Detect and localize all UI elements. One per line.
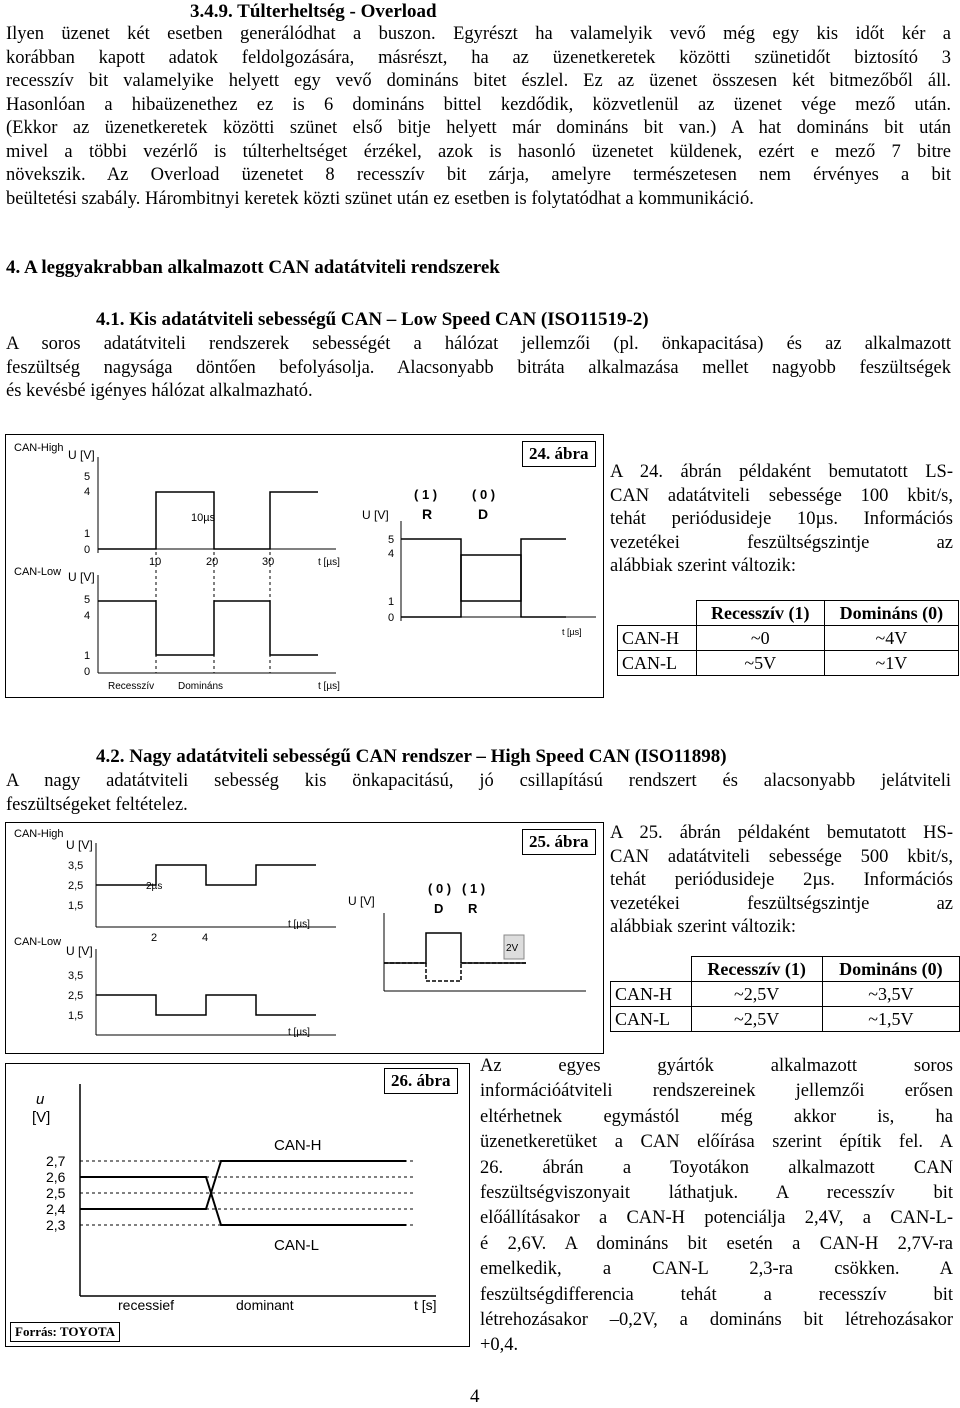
can-high-waveform-right: [401, 555, 566, 617]
section-heading-high-speed: 4.2. Nagy adatátviteli sebességű CAN rendszer – High Speed CAN (ISO11898): [96, 746, 727, 767]
can-high-label: CAN-High: [14, 442, 64, 454]
table-row: [611, 982, 960, 1007]
header-recessive: Recesszív (1): [691, 957, 822, 982]
text-line: A nagy adatátviteli sebesség kis önkapacitású, jó csillapítású rendszert és alacsonyabb jelátviteli: [6, 771, 951, 791]
table-cell: CAN-L: [611, 1007, 692, 1032]
figure-26: [5, 1063, 470, 1347]
can-l-label: CAN-L: [274, 1237, 320, 1254]
t-axis-label: t [µs]: [318, 557, 340, 568]
header-recessive: Recesszív (1): [696, 601, 824, 626]
text-line: tehát periódusideje 10µs. Információs: [610, 509, 953, 529]
recessive-label: Recesszív: [108, 681, 155, 692]
t-axis-label: t [s]: [414, 1297, 437, 1313]
text-line: Az egyes gyártók alkalmazott soros: [480, 1056, 953, 1076]
section-heading-overload: 3.4.9. Túlterheltség - Overload: [190, 1, 437, 22]
tick-label: 4: [202, 932, 209, 944]
tick-label: 2,4: [46, 1201, 66, 1217]
tick-label: 4: [84, 486, 91, 498]
period-label: 2µs: [146, 881, 163, 892]
text-line: alábbiak szerint változik:: [610, 556, 796, 576]
table-row: [618, 651, 959, 676]
tick-label: 1: [84, 528, 91, 540]
bit0-label: ( 0 ): [428, 881, 452, 896]
d-label: D: [478, 506, 489, 522]
section-heading-can-systems: 4. A leggyakrabban alkalmazott CAN adatátviteli rendszerek: [6, 257, 500, 278]
table-row: [611, 1007, 960, 1032]
can-low-waveform: [96, 995, 316, 1015]
table-cell: ~4V: [824, 626, 958, 651]
tick-label: 1,5: [68, 900, 84, 912]
tick-label: 5: [84, 471, 91, 483]
tick-label: 2,7: [46, 1153, 66, 1169]
recessive-label: recessief: [118, 1297, 175, 1313]
text-line: és kevésbé igényes hálózat alkalmazható.: [6, 381, 313, 401]
text-line: korábban kapott adatok feldolgozására, másrészt, ha az üzenetkeretek közötti szünetidőt biztosító 3: [6, 47, 951, 68]
r-label: R: [422, 506, 433, 522]
text-line: A soros adatátviteli rendszerek sebességét a hálózat jellemzői (pl. önkapacitása) és az alkalmazott: [6, 334, 951, 354]
can-high-waveform: [96, 865, 316, 885]
text-line: létrehozásakor –0,2V, a domináns bit létrehozásakor: [480, 1310, 953, 1331]
unit-label: [V]: [32, 1109, 51, 1126]
table-cell: ~1V: [824, 651, 958, 676]
table-cell: CAN-L: [618, 651, 697, 676]
diff-label: 2V: [506, 943, 519, 954]
can-low-label: CAN-Low: [14, 566, 62, 578]
tick-label: 1: [84, 650, 91, 662]
header-cell: [611, 957, 692, 982]
d-label: D: [434, 901, 444, 916]
u-axis-label: U [V]: [66, 944, 93, 958]
text-line: emelkedik, a CAN-L 2,3-ra csökken. A: [480, 1259, 953, 1280]
u-axis-label: U [V]: [348, 894, 375, 908]
can-low-waveform-right: [401, 539, 566, 601]
table-row: [618, 626, 959, 651]
text-line: (Ekkor az üzenetkeretek közötti szünet első bitje helyett már domináns bit van.) A hat domináns bit után: [6, 118, 951, 138]
section-heading-low-speed: 4.1. Kis adatátviteli sebességű CAN – Low Speed CAN (ISO11519-2): [96, 309, 649, 330]
text-line: 26. ábrán a Toyotákon alkalmazott CAN: [480, 1157, 953, 1178]
text-line: mivel a többi vezérlő is túlterheltséget érzékel, azok is hasonló üzenetet küldenek, ezért e mező 7 bitre: [6, 141, 951, 162]
can-h-label: CAN-H: [274, 1137, 322, 1154]
hs-can-diagram: [6, 823, 603, 1053]
tick-label: 5: [388, 534, 395, 546]
header-dominant: Domináns (0): [822, 957, 959, 982]
tick-label: 2,5: [68, 880, 84, 892]
figure-26-label: 26. ábra: [384, 1068, 458, 1094]
text-line: CAN adatátviteli sebessége 500 kbit/s,: [610, 846, 953, 867]
text-line: vezetékei feszültségszintje az: [610, 532, 953, 553]
r-label: R: [468, 901, 478, 916]
text-line: növekszik. Az Overload üzenetet 8 recesszív bit zárja, amelyre természetesen nem érvényes a bit: [6, 165, 951, 185]
figure-25-label: 25. ábra: [522, 829, 596, 855]
text-line: alábbiak szerint változik:: [610, 917, 796, 937]
text-line: A 25. ábrán példaként bemutatott HS-: [610, 823, 953, 843]
bit1-label: ( 1 ): [462, 881, 486, 896]
text-line: feszültség nagysága döntően befolyásolja. Alacsonyabb bitráta alkalmazása mellet nagyobb feszültségek: [6, 357, 951, 378]
ls-can-voltage-table: [617, 600, 959, 676]
table-cell: ~1,5V: [822, 1007, 959, 1032]
table-cell: ~2,5V: [691, 1007, 822, 1032]
tick-label: 2,3: [46, 1217, 66, 1233]
dominant-label: dominant: [236, 1297, 294, 1313]
can-low-waveform-right: [384, 963, 526, 981]
table-cell: CAN-H: [611, 982, 692, 1007]
text-line: Ilyen üzenet két esetben generálódhat a buszon. Egyrészt ha valamelyik vevő még egy kis időt kér a: [6, 24, 951, 44]
figure-24-caption: [610, 461, 953, 579]
text-line: információátviteli rendszereinek jellemzői erősen: [480, 1081, 953, 1102]
text-line: feszültségeket feltételez.: [6, 794, 188, 815]
table-cell: ~0: [696, 626, 824, 651]
tick-label: 2,6: [46, 1169, 66, 1185]
tick-label: 10: [149, 556, 162, 568]
tick-label: 2: [151, 932, 158, 944]
tick-label: 2,5: [68, 990, 84, 1002]
figure-26-caption: [480, 1054, 953, 1359]
text-line: vezetékei feszültségszintje az: [610, 893, 953, 914]
tick-label: 5: [84, 594, 91, 606]
header-dominant: Domináns (0): [824, 601, 958, 626]
text-line: é 2,6V. A domináns bit esetén a CAN-H 2,7V-ra: [480, 1233, 953, 1254]
table-cell: ~3,5V: [822, 982, 959, 1007]
toyota-can-diagram: [6, 1064, 469, 1346]
t-axis-label: t [µs]: [288, 1027, 310, 1038]
bit1-label: ( 1 ): [414, 487, 438, 502]
table-cell: ~5V: [696, 651, 824, 676]
text-line: feszültségdifferencia tehát a recesszív bit: [480, 1284, 953, 1305]
table-header-row: [611, 957, 960, 982]
tick-label: 30: [262, 556, 275, 568]
table-header-row: [618, 601, 959, 626]
hs-can-voltage-table: [610, 956, 960, 1032]
source-label: Forrás: TOYOTA: [10, 1322, 120, 1342]
text-line: A 24. ábrán példaként bemutatott LS-: [610, 462, 953, 482]
text-line: feszültségviszonyait láthatjuk. A recesszív bit: [480, 1183, 953, 1204]
overload-paragraph: [6, 23, 951, 211]
tick-label: 3,5: [68, 860, 84, 872]
tick-label: 0: [84, 666, 91, 678]
can-low-label: CAN-Low: [14, 936, 62, 948]
text-line: +0,4.: [480, 1335, 519, 1356]
table-cell: ~2,5V: [691, 982, 822, 1007]
tick-label: 3,5: [68, 970, 84, 982]
text-line: Hasonlóan a hibaüzenethez ez is 6 domináns bittel kezdődik, közvetlenül az üzenet vége mező után.: [6, 94, 951, 115]
u-axis-label: U [V]: [68, 570, 95, 584]
t-axis-label: t [µs]: [562, 627, 582, 637]
period-label: 10µs: [191, 512, 216, 524]
tick-label: 1: [388, 596, 395, 608]
can-high-label: CAN-High: [14, 828, 64, 840]
figure-24: [5, 434, 604, 698]
bit0-label: ( 0 ): [472, 487, 496, 502]
text-line: beültetési szabály. Hárombitnyi keretek közti szünet után ez esetben is folytatódhat a kommunikáció.: [6, 188, 754, 209]
ls-can-diagram: [6, 435, 603, 697]
page-number: 4: [470, 1386, 480, 1407]
tick-label: 0: [388, 612, 395, 624]
u-axis-label: U [V]: [66, 838, 93, 852]
tick-label: 4: [84, 610, 91, 622]
t-axis-label: t [µs]: [288, 919, 310, 930]
t-axis-label: t [µs]: [318, 681, 340, 692]
can-l-waveform: [80, 1177, 406, 1225]
figure-25-caption: [610, 822, 953, 940]
can-h-waveform: [80, 1161, 406, 1209]
u-axis-label: U [V]: [68, 448, 95, 462]
tick-label: 2,5: [46, 1185, 66, 1201]
tick-label: 20: [206, 556, 219, 568]
header-cell: [618, 601, 697, 626]
text-line: előállításakor a CAN-H potenciálja 2,4V, a CAN-L-: [480, 1208, 953, 1229]
tick-label: 4: [388, 548, 395, 560]
tick-label: 0: [84, 544, 91, 556]
text-line: tehát periódusideje 2µs. Információs: [610, 870, 953, 890]
text-line: üzenetkeretüket a CAN előírása szerint építik fel. A: [480, 1132, 953, 1153]
figure-24-label: 24. ábra: [522, 441, 596, 467]
dominant-label: Domináns: [178, 681, 224, 692]
low-speed-paragraph: [6, 333, 951, 404]
text-line: eltérhetnek egymástól még akkor is, ha: [480, 1106, 953, 1127]
can-low-waveform: [98, 601, 318, 655]
figure-25: [5, 822, 604, 1054]
table-cell: CAN-H: [618, 626, 697, 651]
text-line: CAN adatátviteli sebessége 100 kbit/s,: [610, 485, 953, 506]
u-axis-label: U [V]: [362, 508, 389, 522]
text-line: recesszív bit valamelyike helyett egy vevő domináns bitet észlel. Ez az üzenet összesen két bitmezőből áll.: [6, 71, 951, 91]
tick-label: 1,5: [68, 1010, 84, 1022]
high-speed-paragraph: [6, 770, 951, 817]
u-axis-label: u: [36, 1091, 45, 1108]
